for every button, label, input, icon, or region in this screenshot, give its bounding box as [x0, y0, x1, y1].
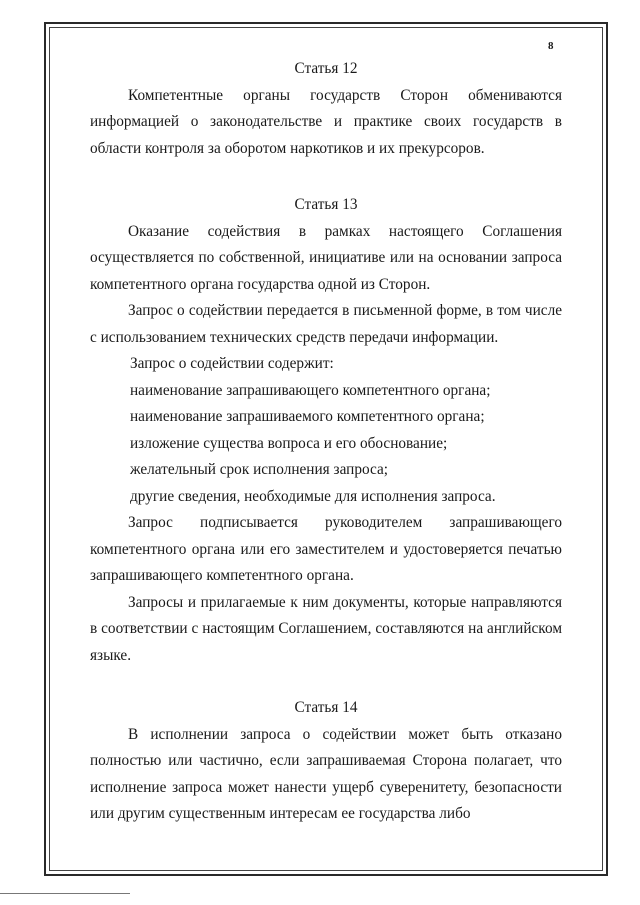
article-13-paragraph-5: Запросы и прилагаемые к ним документы, которые направляются в соответствии с настоящим Соглашением, составляются на английском языке. [90, 593, 562, 664]
article-13-paragraph-1: Оказание содействия в рамках настоящего Соглашения осуществляется по собственной, инициативе или на основании запроса компетентного органа государства одной из Сторон. [90, 222, 562, 293]
article-14-heading: Статья 14 [294, 699, 358, 716]
article-14-paragraph-1: В исполнении запроса о содействии может быть отказано полностью или частично, если запрашиваемая Сторона полагает, что исполнение запроса может нанести ущерб суверенитету, безопасности или другим существенным интересам ее государства либо [90, 725, 562, 822]
document-body [90, 56, 562, 828]
request-item: желательный срок исполнения запроса; [130, 461, 389, 478]
request-item: наименование запрашиваемого компетентного органа; [130, 408, 485, 425]
section-gap [90, 162, 562, 192]
request-item: другие сведения, необходимые для исполнения запроса. [130, 487, 496, 505]
article-12-text: Компетентные органы государств Сторон обмениваются информацией о законодательстве и практике своих государств в области контроля за оборотом наркотиков и их прекурсоров. [90, 86, 562, 157]
scan-edge-mark [0, 893, 130, 894]
section-gap [90, 669, 562, 695]
request-item: наименование запрашивающего компетентного органа; [130, 381, 491, 399]
page-number: 8 [548, 40, 554, 52]
article-12-heading: Статья 12 [294, 60, 358, 77]
request-item: изложение существа вопроса и его обоснование; [130, 434, 448, 452]
article-13-paragraph-3: Запрос о содействии содержит: [130, 355, 334, 372]
article-13-paragraph-4: Запрос подписывается руководителем запрашивающего компетентного органа или его заместителем и удостоверяется печатью запрашивающего компетентного органа. [90, 514, 562, 584]
article-13-paragraph-2: Запрос о содействии передается в письменной форме, в том числе с использованием технических средств передачи информации. [90, 302, 562, 346]
article-13-heading: Статья 13 [294, 196, 358, 213]
